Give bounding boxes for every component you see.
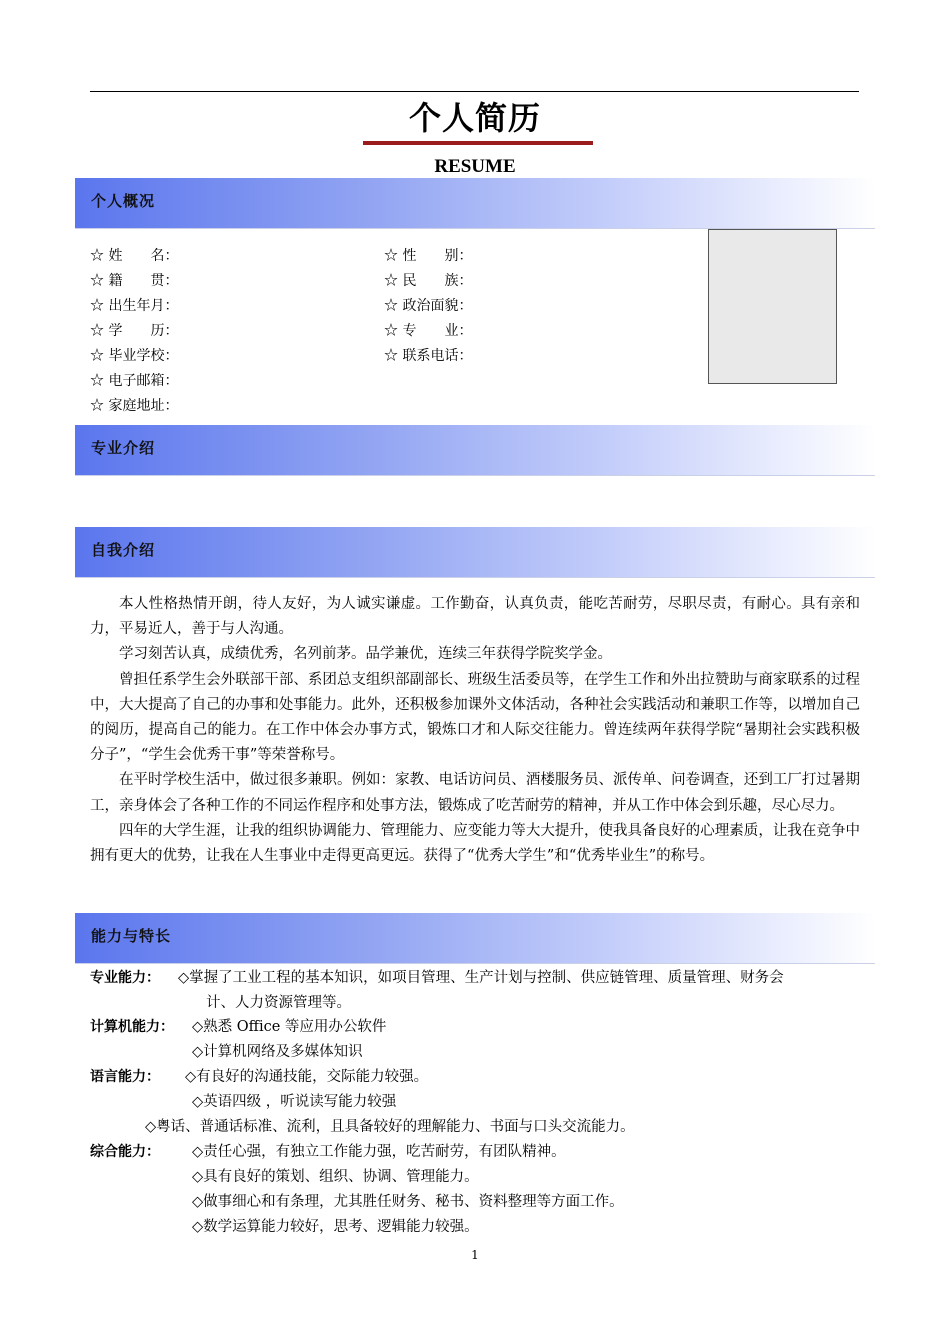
language-ability-item: ◇英语四级 ，听说读写能力较强 (192, 1094, 397, 1110)
section-header-abilities (75, 913, 875, 964)
section-title-overview: 个人概况 (91, 192, 156, 210)
professional-ability-line: 计、人力资源管理等。 (206, 995, 351, 1011)
section-header-self-intro (75, 527, 875, 578)
professional-ability-label: 专业能力： (90, 970, 160, 986)
language-ability-item: ◇粤话、普通话标准、流利，且具备较好的理解能力、书面与口头交流能力。 (145, 1119, 635, 1135)
intro-paragraph: 曾担任系学生会外联部干部、系团总支组织部副部长、班级生活委员等，在学生工作和外出拉赞助与商家联系的过程中，大大提高了自己的办事和处事能力。此外，还积极参加课外文体活动，各种社会实践活动和兼职工作等，以增加自己的阅历，提高自己的能力。在工作中体会办事方式，锻炼口才和人际交往能力。曾连续两年获得学院“暑期社会实践积极分子”，“学生会优秀干事”等荣誉称号。 (90, 671, 860, 764)
field-email: ☆ 电子邮箱： (90, 373, 179, 389)
field-political-status: ☆ 政治面貌： (384, 298, 473, 314)
section-header-major (75, 425, 875, 476)
intro-paragraph: 四年的大学生涯，让我的组织协调能力、管理能力、应变能力等大大提升，使我具备良好的心理素质，让我在竞争中拥有更大的优势，让我在人生事业中走得更高更远。获得了“优秀大学生”和“优秀毕业生”的称号。 (90, 822, 860, 865)
photo-placeholder (708, 229, 837, 384)
page-number: 1 (471, 1248, 479, 1262)
field-ethnicity: ☆ 民 族： (384, 273, 473, 289)
field-hometown: ☆ 籍 贯： (90, 273, 179, 289)
general-ability-item: ◇做事细心和有条理，尤其胜任财务、秘书、资料整理等方面工作。 (192, 1194, 624, 1210)
professional-ability-line: ◇掌握了工业工程的基本知识，如项目管理、生产计划与控制、供应链管理、质量管理、财务会 (178, 970, 784, 986)
field-address: ☆ 家庭地址： (90, 398, 179, 414)
field-birth-date: ☆ 出生年月： (90, 298, 179, 314)
language-ability-item: ◇有良好的沟通技能，交际能力较强。 (185, 1069, 429, 1085)
general-ability-item: ◇具有良好的策划、组织、协调、管理能力。 (192, 1169, 479, 1185)
language-ability-label: 语言能力： (90, 1069, 160, 1085)
field-school: ☆ 毕业学校： (90, 348, 179, 364)
section-title-abilities: 能力与特长 (91, 927, 172, 945)
field-gender: ☆ 性 别： (384, 248, 473, 264)
general-ability-item: ◇数学运算能力较好，思考、逻辑能力较强。 (192, 1219, 479, 1235)
computer-ability-item: ◇计算机网络及多媒体知识 (192, 1044, 363, 1060)
computer-ability-label: 计算机能力： (90, 1019, 174, 1035)
intro-paragraph: 学习刻苦认真，成绩优秀，名列前茅。品学兼优，连续三年获得学院奖学金。 (119, 646, 612, 663)
general-ability-label: 综合能力： (90, 1144, 160, 1160)
intro-paragraph: 本人性格热情开朗，待人友好，为人诚实谦虚。工作勤奋，认真负责，能吃苦耐劳，尽职尽责，有耐心。具有亲和力，平易近人，善于与人沟通。 (90, 596, 860, 638)
page-title: 个人简历 (408, 99, 541, 137)
section-title-self-intro: 自我介绍 (91, 541, 156, 559)
general-ability-item: ◇责任心强，有独立工作能力强，吃苦耐劳，有团队精神。 (192, 1144, 566, 1160)
field-education: ☆ 学 历： (90, 323, 179, 339)
title-underline (363, 141, 593, 145)
top-rule (90, 91, 859, 92)
section-header-overview (75, 178, 875, 229)
page-subtitle: RESUME (434, 156, 516, 177)
field-name: ☆ 姓 名： (90, 248, 179, 264)
self-intro-text (90, 592, 860, 869)
section-title-major: 专业介绍 (91, 439, 156, 457)
computer-ability-item: ◇熟悉 Office 等应用办公软件 (192, 1019, 387, 1035)
intro-paragraph: 在平时学校生活中，做过很多兼职。例如：家教、电话访问员、酒楼服务员、派传单、问卷调查，还到工厂打过暑期工，亲身体会了各种工作的不同运作程序和处事方法，锻炼成了吃苦耐劳的精神，并从工作中体会到乐趣，尽心尽力。 (90, 772, 860, 814)
field-phone: ☆ 联系电话： (384, 348, 473, 364)
field-major: ☆ 专 业： (384, 323, 473, 339)
